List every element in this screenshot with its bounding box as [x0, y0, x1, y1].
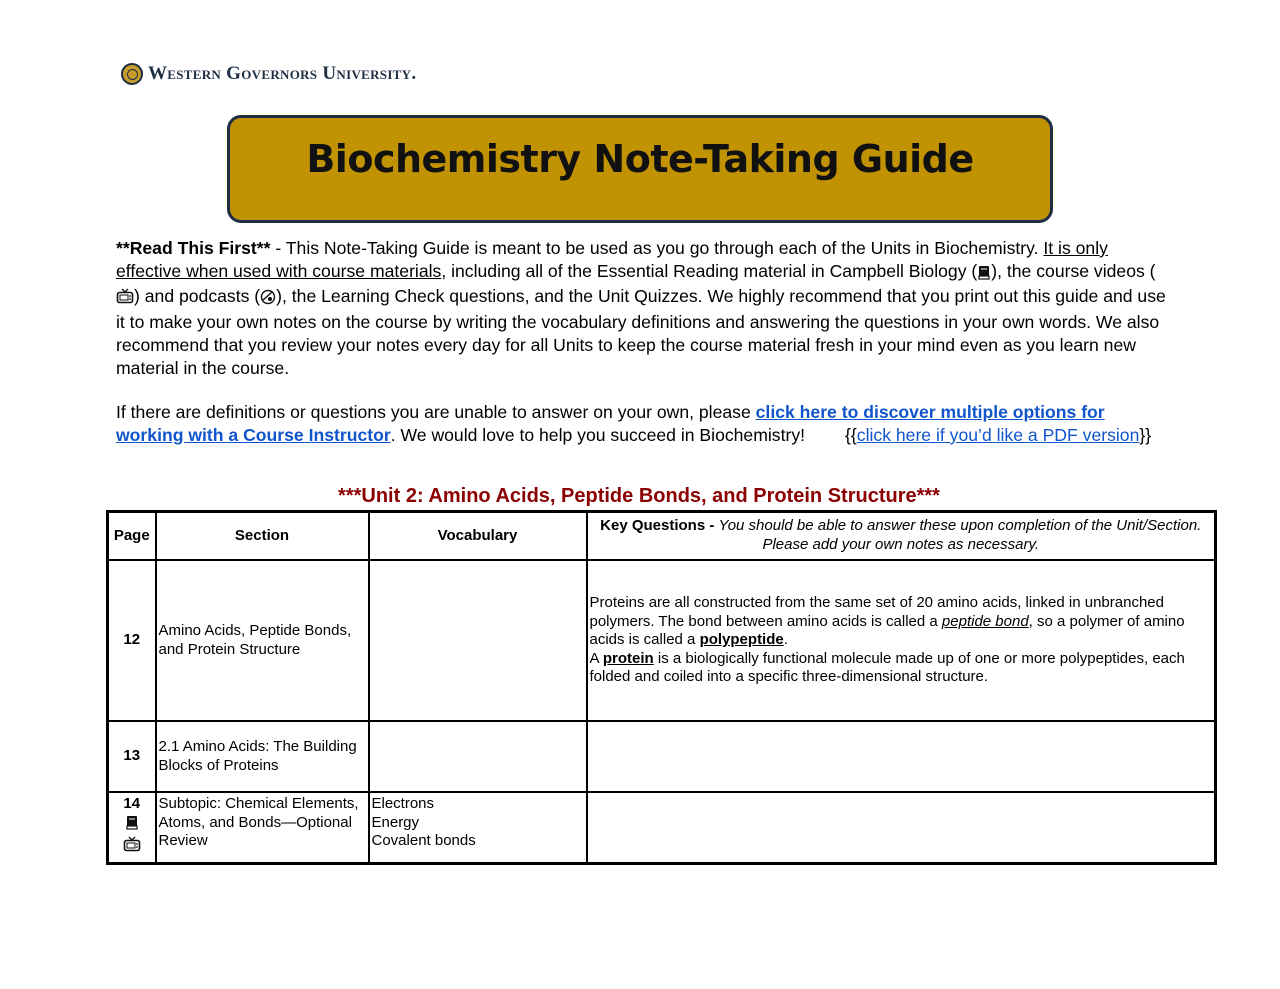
intro-text: ), the Learning Check questions, and the Unit Quizzes. We highly recommend that you print out this guide and use it to make your own notes on the course by writing the vocabulary definitions and answering the questions in your own words. We also recommend that you review your notes every day for all Units to keep the course material fresh in your mind even as you learn new material in the course. [116, 286, 1166, 378]
key-questions-label: Key Questions - [600, 517, 715, 535]
book-icon [977, 263, 991, 286]
page-number: 14 [123, 795, 141, 812]
table-row [108, 721, 1216, 792]
answer-text: A [589, 649, 603, 667]
term-polypeptide: polypeptide [699, 631, 784, 649]
vocabulary-cell[interactable] [369, 560, 587, 721]
help-text: If there are definitions or questions you are unable to answer on your own, please [116, 402, 756, 423]
brace-close: }} [1139, 424, 1152, 445]
tv-icon [123, 836, 141, 859]
wgu-logo [121, 63, 416, 85]
tv-icon [116, 288, 134, 311]
page-number: 12 [108, 560, 156, 721]
section-cell: Amino Acids, Peptide Bonds, and Protein Structure [156, 560, 369, 721]
answer-text: is a biologically functional molecule made up of one or more polypeptides, each folded and coiled into a specific three-dimensional structure. [589, 649, 1185, 686]
intro-text: ), the course videos ( [991, 260, 1156, 281]
pdf-version-link[interactable]: click here if you’d like a PDF version [856, 424, 1140, 445]
term-peptide-bond: peptide bond [941, 612, 1029, 630]
answer-text: , so a polymer of amino acids is called a [589, 612, 1185, 649]
intro-paragraph [116, 237, 1166, 379]
vocabulary-cell[interactable] [369, 721, 587, 792]
vocabulary-cell[interactable] [369, 792, 587, 863]
key-questions-cell[interactable] [587, 721, 1216, 792]
page-number: 13 [108, 721, 156, 792]
vocab-term: Energy [371, 813, 420, 831]
section-cell: 2.1 Amino Acids: The Building Blocks of Proteins [156, 721, 369, 792]
page-title: Biochemistry Note-Taking Guide [306, 137, 974, 181]
help-paragraph [116, 401, 1166, 446]
title-banner [227, 115, 1053, 223]
help-text: . We would love to help you succeed in Biochemistry! [390, 424, 806, 445]
section-cell: Subtopic: Chemical Elements, Atoms, and Bonds—Optional Review [156, 792, 369, 863]
page-cell [108, 792, 156, 863]
header-key-questions [587, 512, 1216, 561]
note-taking-table [106, 510, 1217, 865]
key-questions-cell[interactable] [587, 560, 1216, 721]
key-questions-note: You should be able to answer these upon completion of the Unit/Section. Please add your own notes as necessary. [718, 517, 1202, 553]
vocab-term: Electrons [371, 795, 435, 812]
table-header-row [108, 512, 1216, 561]
intro-text: - This Note-Taking Guide is meant to be used as you go through each of the Units in Biochemistry. [270, 238, 1044, 258]
header-vocabulary: Vocabulary [369, 512, 587, 561]
key-questions-cell[interactable] [587, 792, 1216, 863]
table-row [108, 560, 1216, 721]
table-row [108, 792, 1216, 863]
header-page: Page [108, 512, 156, 561]
intro-section [116, 237, 1166, 447]
answer-text: . [783, 631, 788, 649]
header-section: Section [156, 512, 369, 561]
unit-heading: ***Unit 2: Amino Acids, Peptide Bonds, and Protein Structure*** [338, 485, 940, 507]
brace-open: {{ [845, 424, 857, 445]
read-first-label: **Read This First** [116, 238, 271, 258]
book-icon [125, 815, 139, 836]
intro-underlined-text: It is only effective when used with course materials [116, 238, 1108, 281]
wgu-seal-icon [121, 63, 143, 85]
course-instructor-link[interactable]: click here to discover multiple options for working with a Course Instructor [116, 402, 1105, 445]
intro-text: ) and podcasts ( [134, 286, 261, 307]
intro-text: , including all of the Essential Reading material in Campbell Biology ( [441, 260, 978, 281]
vocab-term: Covalent bonds [371, 832, 476, 850]
answer-text: Proteins are all constructed from the same set of 20 amino acids, linked in unbranched polymers. The bond between amino acids is called a [589, 594, 1164, 630]
podcast-icon [260, 288, 276, 311]
term-protein: protein [602, 649, 654, 667]
logo-text: Western Governors University. [148, 63, 417, 84]
